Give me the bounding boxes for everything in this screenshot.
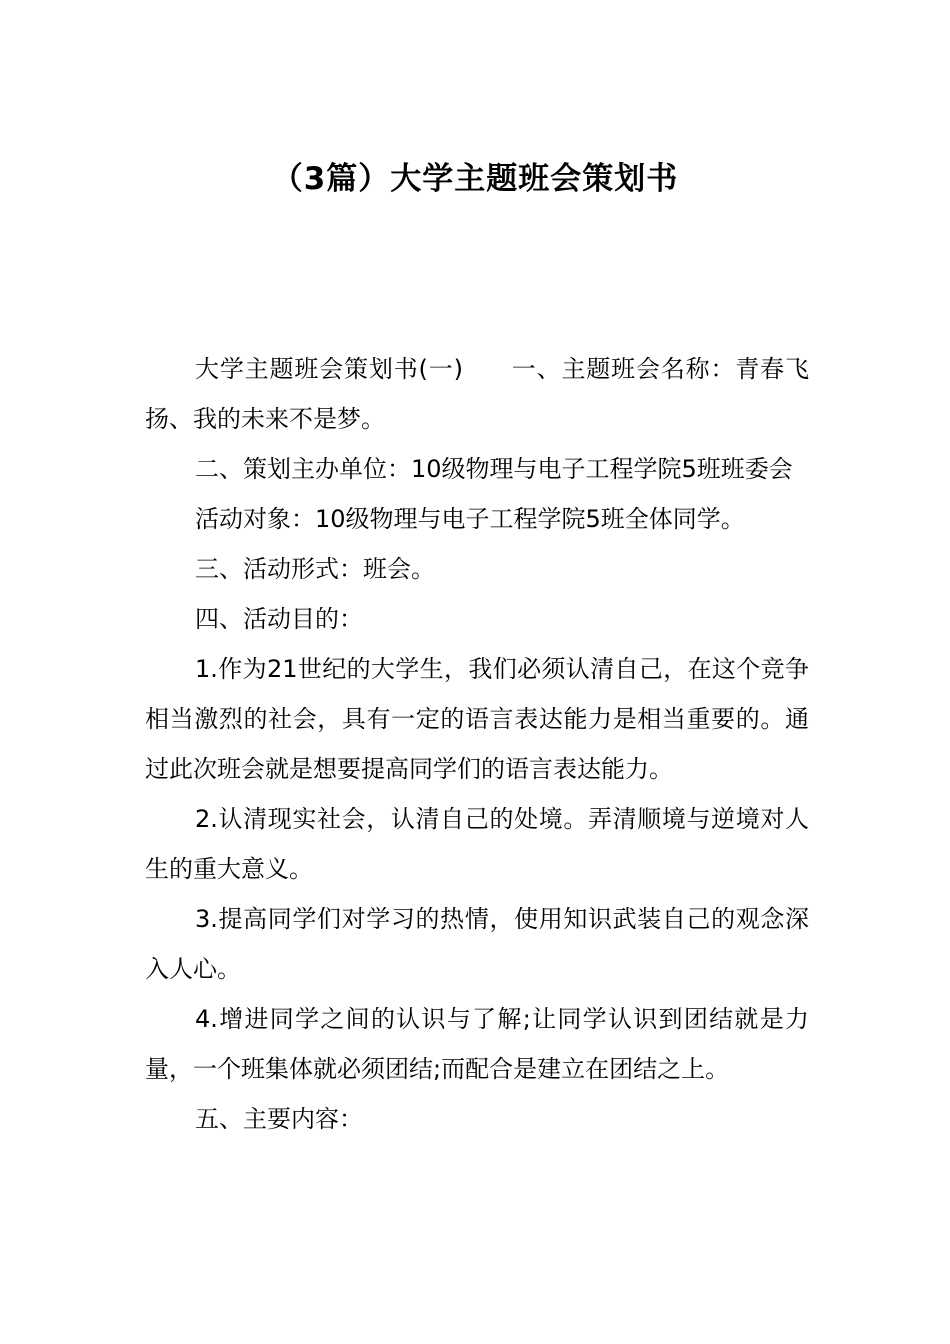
paragraph-text: 一、主题班会名称：青春飞扬、我的未来不是梦。: [145, 355, 810, 433]
paragraph-intro: [145, 344, 809, 444]
paragraph-audience: 活动对象：10级物理与电子工程学院5班全体同学。: [195, 505, 745, 533]
paragraph-format: 三、活动形式：班会。: [195, 555, 435, 583]
document-body: [145, 344, 809, 1144]
paragraph-purpose-4: 4.增进同学之间的认识与了解;让同学认识到团结就是力量，一个班集体就必须团结;而配合是建立在团结之上。: [145, 1005, 809, 1083]
document-title: （3篇）大学主题班会策划书: [271, 161, 679, 197]
paragraph-purpose-heading: 四、活动目的：: [195, 605, 363, 633]
paragraph-purpose-3: 3.提高同学们对学习的热情，使用知识武装自己的观念深入人心。: [145, 905, 809, 983]
paragraph-content-heading: 五、主要内容：: [195, 1105, 363, 1133]
paragraph-purpose-1: 1.作为21世纪的大学生，我们必须认清自己，在这个竞争相当激烈的社会，具有一定的语言表达能力是相当重要的。通过此次班会就是想要提高同学们的语言表达能力。: [145, 655, 809, 783]
paragraph-purpose-2: 2.认清现实社会，认清自己的处境。弄清顺境与逆境对人生的重大意义。: [145, 805, 809, 883]
paragraph-organizer: 二、策划主办单位：10级物理与电子工程学院5班班委会: [195, 455, 793, 483]
paragraph-lead: 大学主题班会策划书(一): [195, 355, 463, 383]
